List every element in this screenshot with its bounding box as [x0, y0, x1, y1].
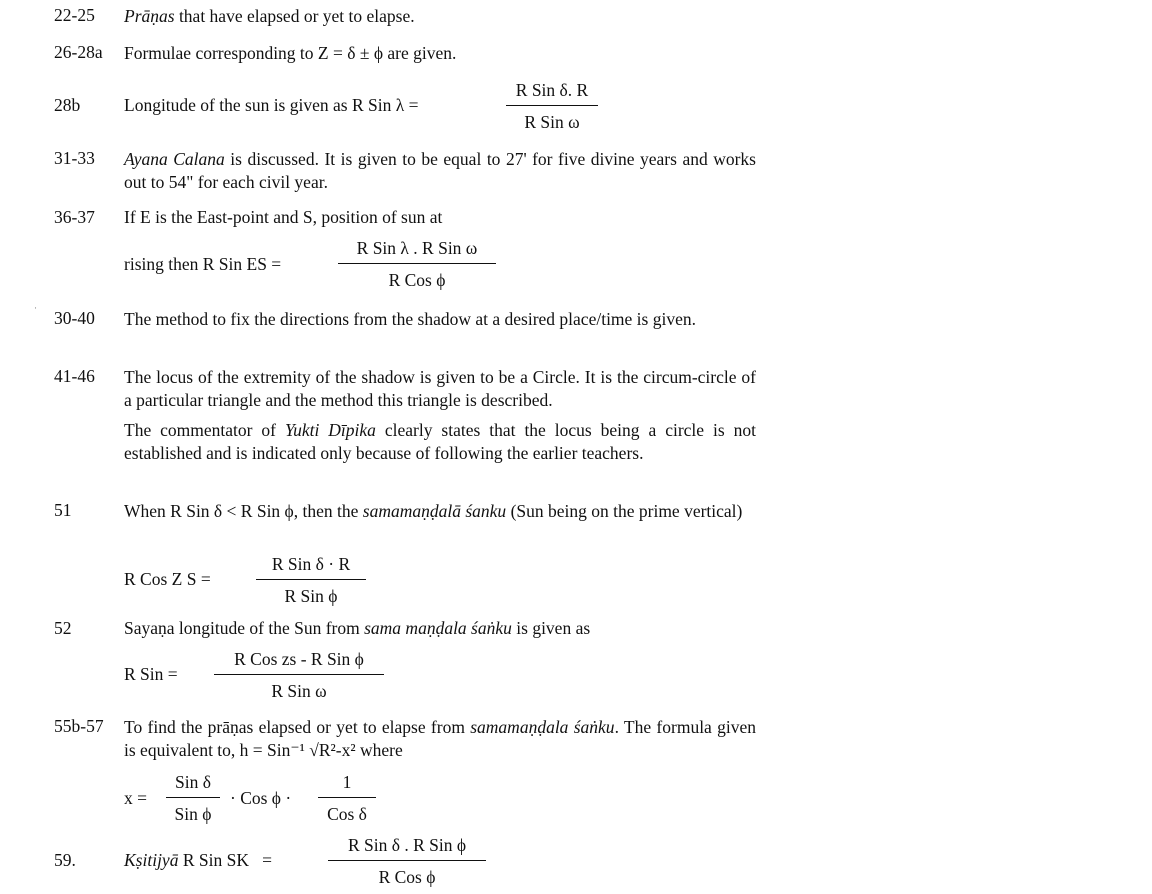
- fraction-bar: [328, 860, 486, 861]
- italic-term: Yukti Dīpika: [284, 420, 376, 440]
- denominator: R Cos ϕ: [388, 270, 446, 290]
- numerator: 1: [342, 772, 352, 792]
- formula-fraction: [256, 552, 366, 608]
- italic-term: sama maṇḍala śaṅku: [364, 618, 512, 638]
- numerator: R Sin λ . R Sin ω: [356, 238, 478, 258]
- formula-fraction-2: [318, 770, 376, 826]
- formula-lhs: x =: [124, 788, 147, 808]
- verse-number: 59.: [54, 850, 76, 870]
- denominator: R Sin ω: [271, 681, 327, 701]
- numerator: Sin δ: [175, 772, 211, 792]
- formula-lhs: R Cos Z S =: [124, 569, 211, 589]
- entry-text: Sayaṇa longitude of the Sun from sama maṇḍala śaṅku is given as: [124, 618, 591, 638]
- formula-fraction: [328, 833, 486, 889]
- entry-text: Longitude of the sun is given as R Sin λ =: [124, 95, 419, 115]
- numerator: R Cos zs - R Sin ϕ: [234, 649, 364, 669]
- stray-mark: ·: [34, 303, 37, 313]
- formula-fraction-1: [166, 770, 220, 826]
- formula-lhs: R Sin =: [124, 664, 178, 684]
- verse-number: 30-40: [54, 308, 95, 328]
- entry-text: Kṣitijyā R Sin SK =: [124, 850, 272, 870]
- fraction-bar: [506, 105, 598, 106]
- entry-text: If E is the East-point and S, position of sun at: [124, 207, 443, 227]
- verse-number: 26-28a: [54, 42, 103, 62]
- verse-number: 36-37: [54, 207, 95, 227]
- denominator: R Sin ω: [524, 112, 580, 132]
- fraction-bar: [256, 579, 366, 580]
- numerator: R Sin δ . R Sin ϕ: [347, 835, 467, 855]
- formula-fraction: [506, 78, 598, 134]
- italic-term: samamaṇḍalā śanku: [362, 501, 507, 521]
- verse-number: 22-25: [54, 5, 95, 25]
- italic-term: Ayana Calana: [124, 149, 225, 169]
- formula-fraction: [214, 647, 384, 703]
- verse-number: 52: [54, 618, 72, 638]
- denominator: Sin ϕ: [174, 804, 212, 824]
- entry-text-line2: rising then R Sin ES =: [124, 254, 282, 274]
- numerator: R Sin δ · R: [271, 554, 351, 574]
- formula-middle: · Cos ϕ ·: [230, 788, 292, 808]
- verse-number: 55b-57: [54, 716, 104, 736]
- commentary-paragraph: The commentator of Yukti Dīpika clearly states that the locus being a circle is not established and is indicated only because of following the earlier teachers.: [124, 420, 756, 463]
- entry-text: To find the prāṇas elapsed or yet to elapse from samamaṇḍala śaṅku. The formula given is equivalent to, h = Sin⁻¹ √R²-x² where: [124, 717, 756, 760]
- fraction-bar: [318, 797, 376, 798]
- fraction-bar: [338, 263, 496, 264]
- denominator: R Sin ϕ: [284, 586, 338, 606]
- entry-text: When R Sin δ < R Sin ϕ, then the samamaṇḍalā śanku (Sun being on the prime vertical): [124, 501, 743, 521]
- denominator: Cos δ: [327, 804, 367, 824]
- verse-number: 31-33: [54, 148, 95, 168]
- italic-term: Prāṇas: [124, 6, 175, 26]
- italic-term: Kṣitijyā: [124, 850, 179, 870]
- entry-text: The locus of the extremity of the shadow is given to be a Circle. It is the circum-circle of a particular triangle and the method this triangle is described.: [124, 367, 756, 410]
- numerator: R Sin δ. R: [515, 80, 589, 100]
- denominator: R Cos ϕ: [378, 867, 436, 887]
- verse-number: 51: [54, 500, 72, 520]
- formula-fraction: [338, 236, 496, 292]
- fraction-bar: [166, 797, 220, 798]
- verse-number: 41-46: [54, 366, 95, 386]
- entry-text: Ayana Calana is discussed. It is given to be equal to 27' for five divine years and works out to 54" for each civil year.: [124, 149, 756, 192]
- entry-text: The method to fix the directions from the shadow at a desired place/time is given.: [124, 309, 696, 329]
- verse-number: 28b: [54, 95, 81, 115]
- italic-term: samamaṇḍala śaṅku: [470, 717, 615, 737]
- entry-text: Formulae corresponding to Z = δ ± ϕ are given.: [124, 43, 457, 63]
- fraction-bar: [214, 674, 384, 675]
- entry-text: Prāṇas that have elapsed or yet to elapse.: [124, 6, 415, 26]
